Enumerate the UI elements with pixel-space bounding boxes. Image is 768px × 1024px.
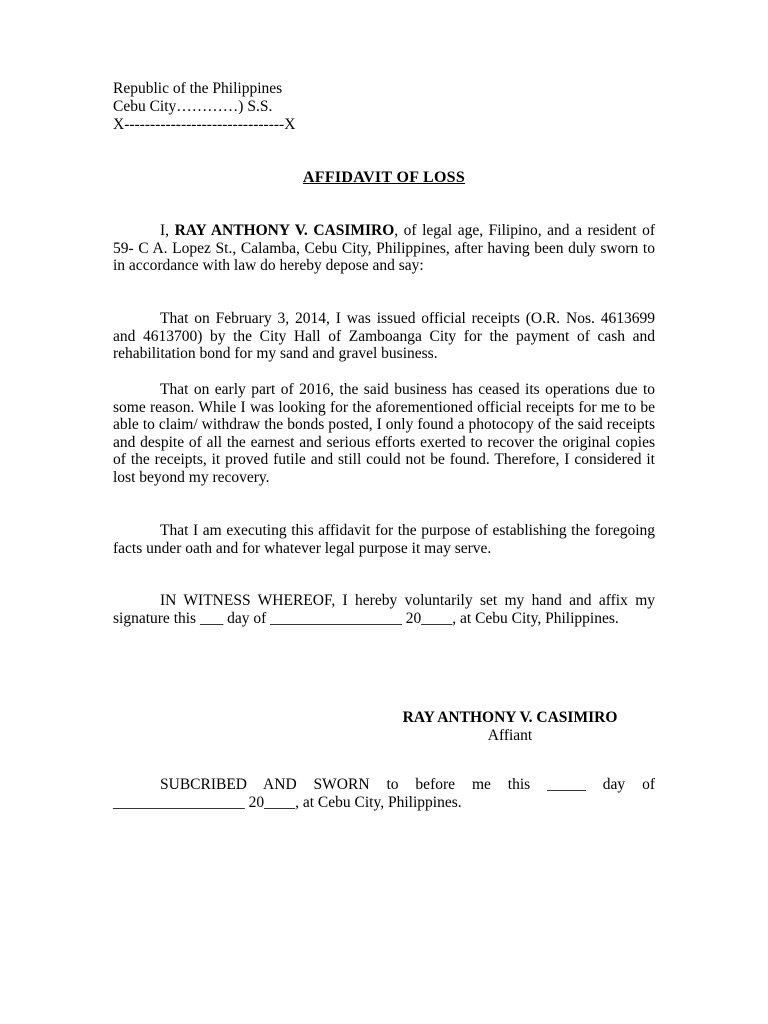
paragraph-receipts-issued: That on February 3, 2014, I was issued official receipts (O.R. Nos. 4613699 and 4613700) by the City Hall of Zamboanga City for the payment of cash and rehabilitation bond for my sand and gravel business. bbox=[113, 310, 655, 363]
paragraph-jurat: SUBCRIBED AND SWORN to before me this _____ day of _________________ 20____, at Cebu City, Philippines. bbox=[113, 776, 655, 811]
signature-block bbox=[390, 709, 630, 745]
signature-name: RAY ANTHONY V. CASIMIRO bbox=[402, 709, 618, 726]
paragraph-intro bbox=[113, 222, 655, 275]
intro-prefix: I, bbox=[160, 222, 175, 239]
signature-role: Affiant bbox=[487, 727, 533, 744]
venue-header bbox=[113, 80, 513, 134]
intro-suffix: , of legal age, Filipino, and a resident of 59- C A. Lopez St., Calamba, Cebu City, Philippines, after having been duly sworn to in accordance with law do hereby depose and say: bbox=[113, 222, 655, 275]
affiant-name-inline: RAY ANTHONY V. CASIMIRO bbox=[174, 222, 395, 239]
venue-line-separator: X-------------------------------X bbox=[113, 116, 296, 133]
paragraph-witness: IN WITNESS WHEREOF, I hereby voluntarily set my hand and affix my signature this ___ day of _________________ 20____, at Cebu City, Philippines. bbox=[113, 592, 655, 627]
document-title: AFFIDAVIT OF LOSS bbox=[302, 169, 466, 186]
paragraph-loss-details: That on early part of 2016, the said business has ceased its operations due to some reason. While I was looking for the aforementioned official receipts for me to be able to claim/ withdraw the bonds posted, I only found a photocopy of the said receipts and despite of all the earnest and serious efforts exerted to recover the original copies of the receipts, it proved futile and still could not be found. Therefore, I considered it lost beyond my recovery. bbox=[113, 381, 655, 486]
venue-line-city: Cebu City…………) S.S. bbox=[113, 98, 273, 115]
venue-line-country: Republic of the Philippines bbox=[113, 80, 283, 97]
paragraph-purpose: That I am executing this affidavit for the purpose of establishing the foregoing facts under oath and for whatever legal purpose it may serve. bbox=[113, 522, 655, 557]
